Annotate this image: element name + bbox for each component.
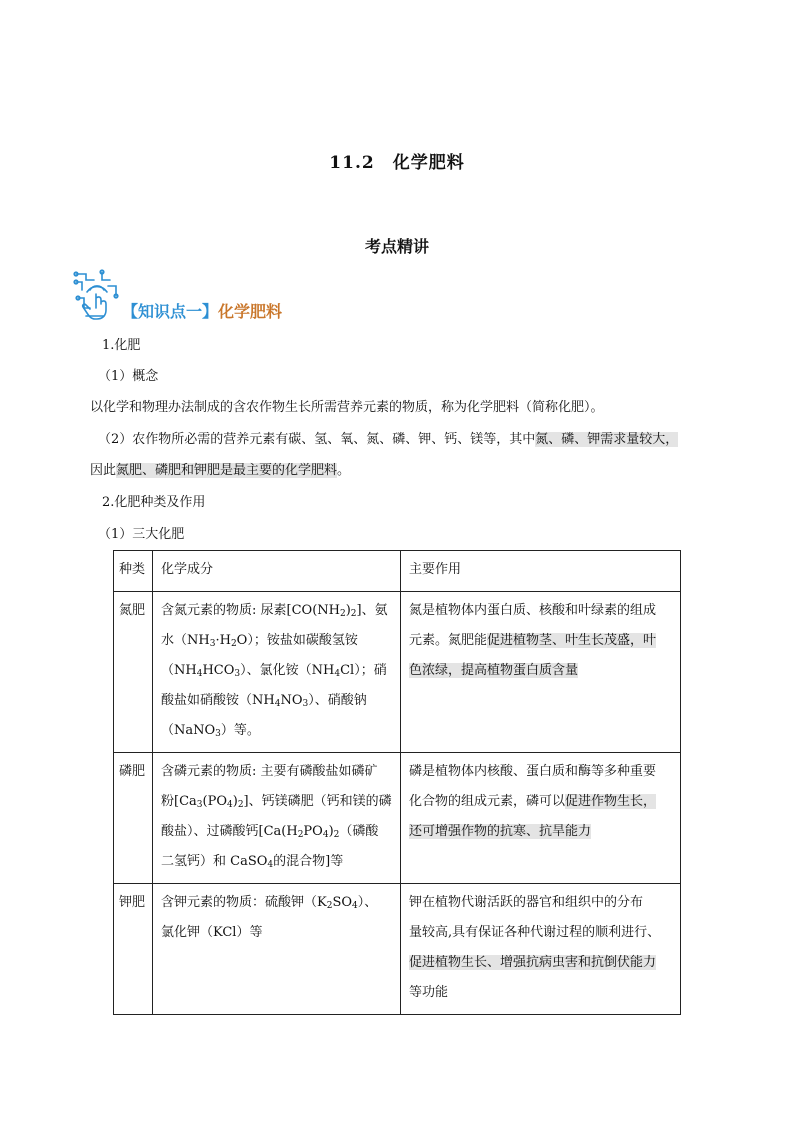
para-nutrients-text: （2）农作物所必需的营养元素有碳、氢、氧、氮、磷、钾、钙、镁等，其中 [98,432,536,447]
highlight-phosphorus-effect: 促进作物生长， [565,794,657,809]
para-main-fertilizers [90,460,710,482]
function-potassium: 钾在植物代谢活跃的器官和组织中的分布 量较高,具有保证各种代谢过程的顺利进行、 促进植物生长、增强抗病虫害和抗倒伏能力 等功能 [401,884,681,1015]
para-definition: 以化学和物理办法制成的含农作物生长所需营养元素的物质，称为化学肥料（简称化肥）。 [90,400,604,415]
highlight-phosphorus-effect-2: 还可增强作物的抗寒、抗旱能力 [409,824,592,839]
highlight-main-fertilizers: 氮肥、磷肥和钾肥是最主要的化学肥料 [116,463,338,478]
highlight-nitrogen-effect: 促进植物茎、叶生长茂盛，叶 [487,633,657,648]
knowledge-point-label: 【知识点一】 [122,302,219,321]
highlight-npk: 氮、磷、钾需求量较大， [535,432,679,447]
function-phosphorus: 磷是植物体内核酸、蛋白质和酶等多种重要 化合物的组成元素，磷可以促进作物生长， 还可增强作物的抗寒、抗旱能力 [401,753,681,884]
table-row-phosphorus [114,753,681,884]
para-nutrients [98,429,718,451]
para-concept: （1）概念 [98,369,159,384]
composition-nitrogen: 含氮元素的物质: 尿素$[CO(NH_2)_2]$、氨 水$(NH_3\cdot H_2O)$；铵盐如碳酸氢铵 $(NH_4HCO_3)$、氯化铵$(NH_4Cl)$；硝 酸盐如硝酸铵$(NH_4NO_3)$、硝酸钠 （NaNO$_3$）等。 [153,592,401,753]
touch-hand-icon [72,268,122,320]
para-heading-1: 1.化肥 [102,338,141,353]
table-row-potassium [114,884,681,1015]
composition-potassium: 含钾元素的物质：硫酸钾$(K_2SO_4)$、 氯化钾（KCl）等 [153,884,401,1015]
header-kind: 种类 [114,551,153,592]
kind-nitrogen: 氮肥 [114,592,153,753]
table-header-row [114,551,681,592]
fertilizer-table [113,550,681,1015]
header-composition: 化学成分 [153,551,401,592]
para-main-text-a: 因此 [90,463,117,478]
document-title: 11.2 化学肥料 [329,153,465,173]
kind-phosphorus: 磷肥 [114,753,153,884]
para-heading-2: 2.化肥种类及作用 [102,495,206,510]
composition-phosphorus: 含磷元素的物质: 主要有磷酸盐如磷矿 粉$[Ca_3(PO_4)_2]$、钙镁磷肥（钙和镁的磷 酸盐）、过磷酸钙[$Ca(H_2PO_4)_2$（磷酸 二氢钙）和 CaSO$_4$的混合物]等 [153,753,401,884]
highlight-potassium-effect: 促进植物生长、增强抗病虫害和抗倒伏能力 [409,955,657,970]
para-three-fertilizers: （1）三大化肥 [98,527,185,542]
table-row-nitrogen [114,592,681,753]
knowledge-point-heading [122,299,282,322]
knowledge-point-name: 化学肥料 [218,302,283,321]
para-main-text-c: 。 [337,463,351,478]
kind-potassium: 钾肥 [114,884,153,1015]
highlight-nitrogen-effect-2: 色浓绿，提高植物蛋白质含量 [409,663,579,678]
section-subtitle: 考点精讲 [364,237,429,256]
function-nitrogen: 氮是植物体内蛋白质、核酸和叶绿素的组成 元素。氮肥能促进植物茎、叶生长茂盛，叶 色浓绿，提高植物蛋白质含量 [401,592,681,753]
header-function: 主要作用 [401,551,681,592]
